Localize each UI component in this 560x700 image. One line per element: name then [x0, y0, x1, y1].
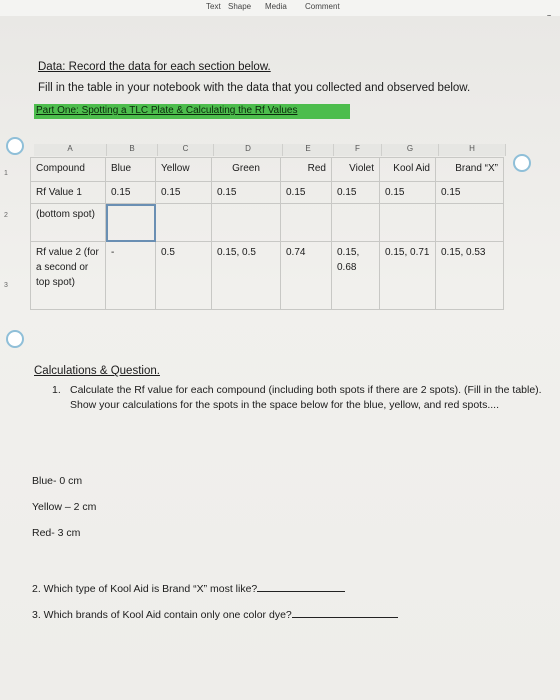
row-number-2[interactable]: 2 — [4, 212, 8, 219]
column-header-d[interactable]: D — [214, 144, 283, 156]
row-group-circle-icon[interactable] — [6, 137, 24, 155]
question-1-number: 1. — [52, 384, 61, 396]
toolbar-text-button[interactable]: Text — [206, 2, 221, 11]
column-header-g[interactable]: G — [382, 144, 439, 156]
table-cell[interactable]: 0.15, 0.71 — [380, 242, 436, 310]
table-cell[interactable]: Blue — [106, 158, 156, 182]
table-cell[interactable]: 0.74 — [281, 242, 332, 310]
table-cell[interactable]: (bottom spot) — [31, 204, 106, 242]
table-cell[interactable] — [436, 204, 504, 242]
column-header-e[interactable]: E — [283, 144, 334, 156]
table-cell[interactable]: 0.15 — [281, 182, 332, 204]
work-line-red: Red- 3 cm — [32, 527, 81, 539]
question-3 — [32, 608, 398, 623]
toolbar-shape-button[interactable]: Shape — [228, 2, 252, 11]
data-heading: Data: Record the data for each section below. — [38, 61, 271, 73]
table-cell[interactable] — [332, 204, 380, 242]
table-cell[interactable]: 0.15 — [212, 182, 281, 204]
column-header-h[interactable]: H — [439, 144, 506, 156]
table-cell[interactable] — [281, 204, 332, 242]
table-cell[interactable] — [212, 204, 281, 242]
part-one-highlight — [34, 104, 350, 119]
calculations-heading: Calculations & Question. — [34, 365, 160, 377]
table-cell[interactable] — [380, 204, 436, 242]
table-cell[interactable]: 0.15, 0.5 — [212, 242, 281, 310]
rf-data-table — [30, 157, 504, 310]
row-number-1[interactable]: 1 — [4, 170, 8, 177]
table-cell[interactable]: Brand “X” — [436, 158, 504, 182]
toolbar-comment-button[interactable]: Comment — [305, 2, 340, 11]
table-cell[interactable]: 0.15 — [156, 182, 212, 204]
question-3-text: 3. Which brands of Kool Aid contain only one color dye? — [32, 609, 292, 621]
column-header-c[interactable]: C — [158, 144, 214, 156]
part-one-title: Part One: Spotting a TLC Plate & Calculating the Rf Values — [36, 105, 298, 116]
question-2 — [32, 582, 345, 597]
table-cell[interactable]: Yellow — [156, 158, 212, 182]
work-line-blue: Blue- 0 cm — [32, 475, 83, 487]
table-cell[interactable]: 0.15, 0.68 — [332, 242, 380, 310]
question-2-answer-blank[interactable] — [257, 591, 345, 592]
row-number-3[interactable]: 3 — [4, 282, 8, 289]
table-cell[interactable]: Red — [281, 158, 332, 182]
add-row-circle-icon[interactable] — [6, 330, 24, 348]
column-header-b[interactable]: B — [107, 144, 158, 156]
table-cell[interactable] — [156, 204, 212, 242]
table-cell[interactable]: 0.15 — [380, 182, 436, 204]
instruction-text: Fill in the table in your notebook with the data that you collected and observed below. — [38, 82, 471, 94]
table-cell[interactable]: - — [106, 242, 156, 310]
toolbar-media-button[interactable]: Media — [265, 2, 287, 11]
table-cell[interactable]: 0.15 — [332, 182, 380, 204]
column-header-f[interactable]: F — [334, 144, 382, 156]
table-cell[interactable]: Kool Aid — [380, 158, 436, 182]
table-cell[interactable]: Rf value 2 (for a second or top spot) — [31, 242, 106, 310]
app-toolbar — [0, 0, 560, 17]
table-cell[interactable]: 0.15 — [106, 182, 156, 204]
question-3-answer-blank[interactable] — [292, 617, 398, 618]
collapse-circle-icon[interactable] — [513, 154, 531, 172]
table-cell[interactable]: 0.5 — [156, 242, 212, 310]
table-cell[interactable]: 0.15 — [436, 182, 504, 204]
question-1-text: Calculate the Rf value for each compound (including both spots if there are 2 spots). (Fill in the table). Show your calculations for the spots in the space below for the blue, yellow, and red spots.... — [70, 384, 542, 411]
table-cell[interactable]: 0.15, 0.53 — [436, 242, 504, 310]
column-header-a[interactable]: A — [34, 144, 107, 156]
table-cell[interactable]: Rf Value 1 — [31, 182, 106, 204]
work-line-yellow: Yellow – 2 cm — [32, 501, 97, 513]
table-cell[interactable]: Violet — [332, 158, 380, 182]
table-cell[interactable]: Compound — [31, 158, 106, 182]
table-cell[interactable]: Green — [212, 158, 281, 182]
question-2-text: 2. Which type of Kool Aid is Brand “X” most like? — [32, 583, 258, 595]
selected-table-cell[interactable] — [106, 204, 156, 242]
